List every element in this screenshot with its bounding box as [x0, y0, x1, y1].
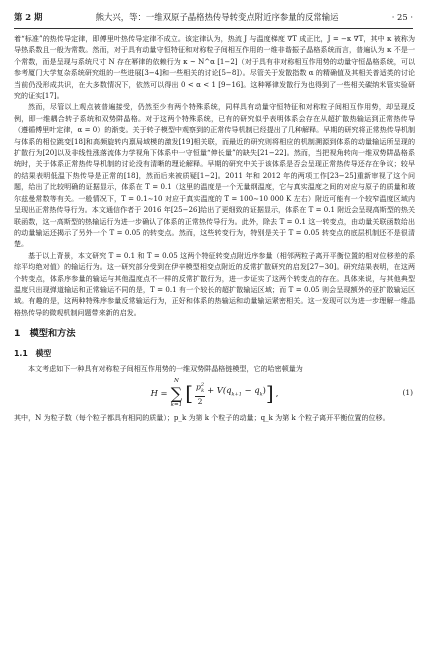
hamiltonian-equation	[14, 376, 415, 410]
potential-term: + $V(q_{k+1} - q_k)$	[207, 385, 266, 398]
paragraph-background: 基于以上背景，本文研究 T = 0.1 和 T = 0.05 这两个特征转变点附近序参量（相邻两粒子离开平衡位置的相对位移差的系综平均绝对值）的输运行为。这一研究部分受到在伊辛模型相变点附近的反常扩散研究的启发[27−30]。研究结果表明，在这两个转变点，体系序参量的输运与其他温度点不一样的反常扩散行为，进一步证实了这两个转变点的存在。具体来说，与其他典型温度只出现弹道输运和正常输运不同的是，T = 0.1 有一个较长的超扩散输运区域；而 T = 0.05 则会呈现额外的亚扩散输运区域。有趣的是，这两种特殊序参量反常输运行为，正好和体系的热输运和动量输运紧密相关。这一发现可以为进一步理解一维晶格热传导的微观机制问题带来新的启发。	[14, 250, 415, 317]
article-body	[14, 33, 415, 424]
page-number: · 25 ·	[391, 12, 413, 22]
issue-number: 第 2 期	[14, 12, 43, 22]
equation-lhs: H =	[150, 387, 168, 398]
paragraph-counterexamples: 然而，尽管以上观点被普遍接受，仍然至少有两个特殊系统，同样具有动量守恒特征和对称粒子间相互作用势，却呈现反例，即一维耦合转子系统和双势阱晶格。对于这两个特殊系统，已有的研究似乎表明体系会存在从超扩散热输运到正常热传导（遵循傅里叶定律，α = 0）的渐变。关于转子模型中观察到的正常传导机制已经提出了几种解释。早期的研究将正常热传导机制与体系的相位跳变[18]和高频旋转内禀局域模的激发[19]相关联，而最近的研究则将相应的机制溯源到体系的动量输运所呈现的扩散行为[20]以及非线性涨落流体力学视角下体系中一守恒量“伸长量”的缺失[21−22]。然而，当把视角转向一维双势阱晶格系统时，关于体系正常热传导机制的讨论没有清晰的理论解释。早期的研究中关于该体系是否会呈现正常热传导还存在争议；较早的结果表明低温下热传导是正常的[18]，然而后来被质疑[1−2]。2011 年和 2012 年的两项工作[23−25]重新审视了这个问题，给出了比较明确的证据显示，体系在 T = 0.1（这里的温度是一个无量纲温度，它与真实温度之间的对应与原子的质量和玻尔兹曼常数等有关。一般情况下，T = 0.1∼10 对应于真实温度的 T = 100∼10 000 K 左右）附近可能有一个较窄温度区域内呈现出正常热传导行为。本文通信作者于 2016 年[25−26]给出了更细致的证据显示，体系在 T = 0.1 附近会呈现高斯型的热关联函数，这一高斯型的热输运行为进一步确认了体系的正常热传导行为。此外，除去 T = 0.1 这一转变点，由动量关联函数给出的动量输运还揭示了另外一个 T = 0.05 的转变点。然而，这些转变行为，特别是关于 T = 0.05 转变点的底层机制还不是很清楚。	[14, 102, 415, 249]
fraction-denominator: 2	[197, 396, 203, 406]
model-intro: 本文考虑如下一种具有对称粒子间相互作用势的一维双势阱晶格链模型，它的哈密顿量为	[28, 363, 303, 373]
right-bracket-icon: ]	[265, 381, 274, 406]
summation-symbol	[171, 377, 183, 410]
running-title: 熊大兴，等：一维双原子晶格热传导转变点附近序参量的反常输运	[95, 12, 339, 22]
left-bracket-icon: [	[185, 381, 194, 406]
section-heading: 1 模型和方法	[14, 328, 76, 340]
sum-upper-limit: N	[173, 377, 179, 384]
equation-comma: ,	[275, 387, 279, 398]
running-header	[14, 9, 413, 29]
model-symbol-definitions: 其中，N 为粒子数（每个粒子都具有相同的质量）；p_k 为第 k 个粒子的动量；q_k 为第 k 个粒子离开平衡位置的位移。	[14, 413, 390, 423]
equation-number: (1)	[402, 388, 413, 398]
subsection-heading: 1.1 模型	[14, 348, 52, 358]
sigma-icon: ∑	[170, 383, 183, 403]
fraction-numerator: $p^2_k$	[195, 381, 205, 397]
kinetic-fraction	[195, 381, 205, 406]
sum-lower-limit: k=1	[170, 401, 183, 408]
paragraph-continued: 着“标准”的热传导定律，即傅里叶热传导定律不成立。该定律认为，热流 J 与温度梯度 ∇T 成正比，J = −κ ∇T，其中 κ 被称为导热系数且一般为常数。然而，对于具有动量守恒特征和对称粒子间相互作用的一维非谐振子晶格系统而言，普遍认为 κ 不是一个常数，而是呈现与系统尺寸 N 存在幂律的依赖行为 κ ~ N^α [1−2]（对于具有非对称相互作用势的动量守恒晶格系统，可以参考厦门大学复杂系统研究组的一些进展[3−4]和一些相关的讨论[5−8]）。尽管关于发散指数 α 的精确值及其相关普适类的讨论当前仍没形成共识，在大多数情况下，依然可以得出 0 < α < 1 [9−16]。这种幂律发散行为也得到了一些相关碳纳米管实验研究的证实[17]。	[14, 34, 415, 101]
